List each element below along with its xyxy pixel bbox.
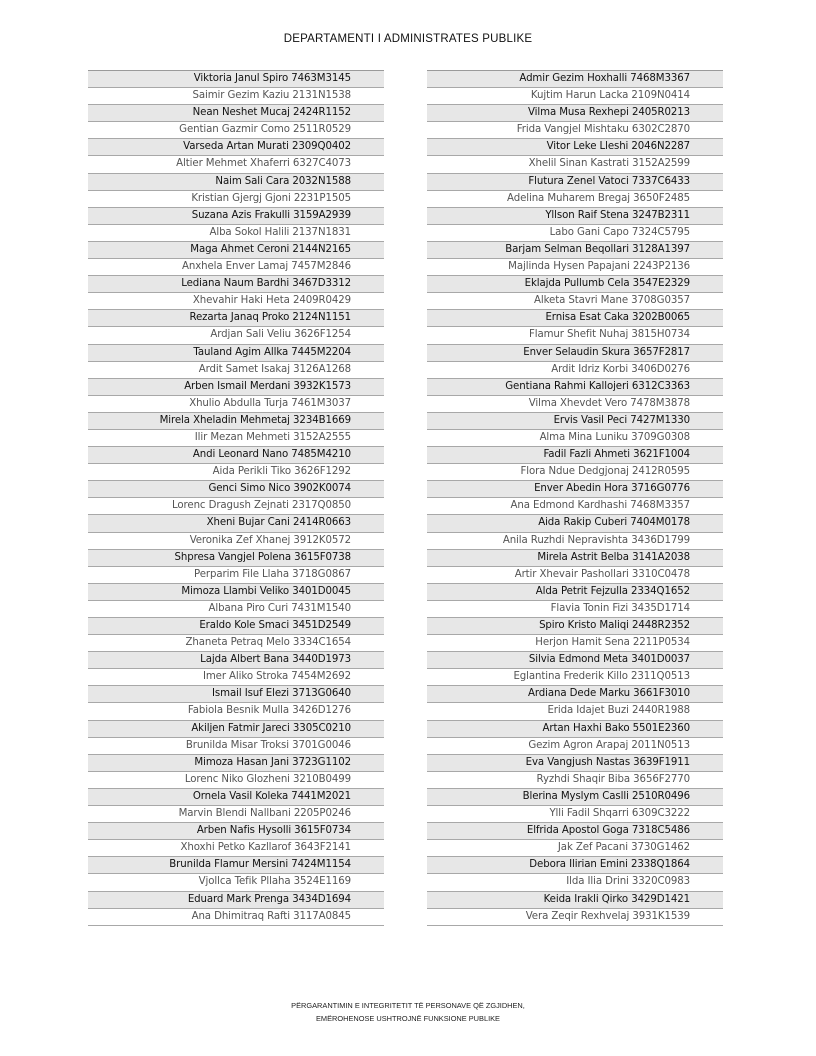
footer-line-2: EMËROHENOSE USHTROJNË FUNKSIONE PUBLIKE bbox=[316, 1013, 500, 1023]
left-list-item: Eraldo Kole Smaci 3451D2549 bbox=[88, 618, 384, 635]
right-list-item: Anila Ruzhdi Nepravishta 3436D1799 bbox=[427, 533, 723, 550]
left-list-item: Mimoza Hasan Jani 3723G1102 bbox=[88, 755, 384, 772]
right-list-item: Alma Mina Luniku 3709G0308 bbox=[427, 430, 723, 447]
left-list-item: Anxhela Enver Lamaj 7457M2846 bbox=[88, 259, 384, 276]
right-list-item: Herjon Hamit Sena 2211P0534 bbox=[427, 635, 723, 652]
right-list-item: Ylli Fadil Shqarri 6309C3222 bbox=[427, 806, 723, 823]
left-list-item: Marvin Blendi Nallbani 2205P0246 bbox=[88, 806, 384, 823]
right-list-item: Eglantina Frederik Killo 2311Q0513 bbox=[427, 669, 723, 686]
right-list-item: Vera Zeqir Rexhvelaj 3931K1539 bbox=[427, 909, 723, 926]
right-list-item: Silvia Edmond Meta 3401D0037 bbox=[427, 652, 723, 669]
left-list-item: Lorenc Niko Glozheni 3210B0499 bbox=[88, 772, 384, 789]
left-list-item: Shpresa Vangjel Polena 3615F0738 bbox=[88, 550, 384, 567]
left-list-item: Genci Simo Nico 3902K0074 bbox=[88, 481, 384, 498]
left-list-item: Xhevahir Haki Heta 2409R0429 bbox=[88, 293, 384, 310]
left-list-item: Naim Sali Cara 2032N1588 bbox=[88, 174, 384, 191]
left-list-item: Zhaneta Petraq Melo 3334C1654 bbox=[88, 635, 384, 652]
left-list-item: Tauland Agim Allka 7445M2204 bbox=[88, 345, 384, 362]
left-list-item: Brunilda Misar Troksi 3701G0046 bbox=[88, 738, 384, 755]
left-list-item: Fabiola Besnik Mulla 3426D1276 bbox=[88, 703, 384, 720]
right-list-item: Artan Haxhi Bako 5501E2360 bbox=[427, 721, 723, 738]
left-list-item: Suzana Azis Frakulli 3159A2939 bbox=[88, 208, 384, 225]
right-list-item: Eklajda Pullumb Cela 3547E2329 bbox=[427, 276, 723, 293]
right-name-list bbox=[427, 70, 723, 926]
left-list-item: Xhulio Abdulla Turja 7461M3037 bbox=[88, 396, 384, 413]
left-list-item: Lorenc Dragush Zejnati 2317Q0850 bbox=[88, 498, 384, 515]
right-list-item: Alda Petrit Fejzulla 2334Q1652 bbox=[427, 584, 723, 601]
left-list-item: Vjollca Tefik Pllaha 3524E1169 bbox=[88, 874, 384, 891]
left-list-item: Gentian Gazmir Como 2511R0529 bbox=[88, 122, 384, 139]
left-list-item: Viktoria Janul Spiro 7463M3145 bbox=[88, 71, 384, 88]
left-list-item: Arben Ismail Merdani 3932K1573 bbox=[88, 379, 384, 396]
left-list-item: Veronika Zef Xhanej 3912K0572 bbox=[88, 533, 384, 550]
right-list-item: Ryzhdi Shaqir Biba 3656F2770 bbox=[427, 772, 723, 789]
right-list-item: Ardiana Dede Marku 3661F3010 bbox=[427, 686, 723, 703]
right-list-item: Elfrida Apostol Goga 7318C5486 bbox=[427, 823, 723, 840]
right-list-item: Blerina Myslym Caslli 2510R0496 bbox=[427, 789, 723, 806]
right-list-item: Admir Gezim Hoxhalli 7468M3367 bbox=[427, 71, 723, 88]
right-list-item: Barjam Selman Beqollari 3128A1397 bbox=[427, 242, 723, 259]
right-list-item: Debora Ilirian Emini 2338Q1864 bbox=[427, 857, 723, 874]
right-list-item: Xhelil Sinan Kastrati 3152A2599 bbox=[427, 156, 723, 173]
right-list-item: Ana Edmond Kardhashi 7468M3357 bbox=[427, 498, 723, 515]
left-list-item: Lajda Albert Bana 3440D1973 bbox=[88, 652, 384, 669]
right-list-item: Labo Gani Capo 7324C5795 bbox=[427, 225, 723, 242]
left-list-item: Brunilda Flamur Mersini 7424M1154 bbox=[88, 857, 384, 874]
left-list-item: Ilir Mezan Mehmeti 3152A2555 bbox=[88, 430, 384, 447]
page-footer bbox=[0, 1000, 816, 1025]
left-list-item: Xheni Bujar Cani 2414R0663 bbox=[88, 515, 384, 532]
right-list-item: Kujtim Harun Lacka 2109N0414 bbox=[427, 88, 723, 105]
right-list-item: Vilma Xhevdet Vero 7478M3878 bbox=[427, 396, 723, 413]
right-list-item: Flavia Tonin Fizi 3435D1714 bbox=[427, 601, 723, 618]
left-list-item: Varseda Artan Murati 2309Q0402 bbox=[88, 139, 384, 156]
left-list-item: Andi Leonard Nano 7485M4210 bbox=[88, 447, 384, 464]
right-list-item: Erida Idajet Buzi 2440R1988 bbox=[427, 703, 723, 720]
right-list-item: Vilma Musa Rexhepi 2405R0213 bbox=[427, 105, 723, 122]
right-list-item: Spiro Kristo Maliqi 2448R2352 bbox=[427, 618, 723, 635]
page-title: DEPARTAMENTI I ADMINISTRATES PUBLIKE bbox=[283, 33, 533, 45]
right-list-item: Aida Rakip Cuberi 7404M0178 bbox=[427, 515, 723, 532]
left-list-item: Mimoza Llambi Veliko 3401D0045 bbox=[88, 584, 384, 601]
right-list-item: Keida Irakli Qirko 3429D1421 bbox=[427, 892, 723, 909]
left-name-list bbox=[88, 70, 384, 926]
right-list-item: Artir Xhevair Pashollari 3310C0478 bbox=[427, 567, 723, 584]
right-list-item: Enver Abedin Hora 3716G0776 bbox=[427, 481, 723, 498]
footer-line-1: PËRGARANTIMIN E INTEGRITETIT TË PERSONAVE QË ZGJIDHEN, bbox=[291, 1001, 525, 1010]
left-list-item: Ismail Isuf Elezi 3713G0640 bbox=[88, 686, 384, 703]
left-list-item: Saimir Gezim Kaziu 2131N1538 bbox=[88, 88, 384, 105]
left-list-item: Aida Perikli Tiko 3626F1292 bbox=[88, 464, 384, 481]
right-list-item: Flutura Zenel Vatoci 7337C6433 bbox=[427, 174, 723, 191]
right-list-item: Eva Vangjush Nastas 3639F1911 bbox=[427, 755, 723, 772]
right-list-item: Ilda Ilia Drini 3320C0983 bbox=[427, 874, 723, 891]
left-list-item: Ana Dhimitraq Rafti 3117A0845 bbox=[88, 909, 384, 926]
left-list-item: Rezarta Janaq Proko 2124N1151 bbox=[88, 310, 384, 327]
right-list-item: Ardit Idriz Korbi 3406D0276 bbox=[427, 362, 723, 379]
right-list-item: Flora Ndue Dedgjonaj 2412R0595 bbox=[427, 464, 723, 481]
right-list-item: Jak Zef Pacani 3730G1462 bbox=[427, 840, 723, 857]
left-list-item: Mirela Xheladin Mehmetaj 3234B1669 bbox=[88, 413, 384, 430]
right-list-item: Mirela Astrit Belba 3141A2038 bbox=[427, 550, 723, 567]
left-list-item: Altier Mehmet Xhaferri 6327C4073 bbox=[88, 156, 384, 173]
left-list-item: Lediana Naum Bardhi 3467D3312 bbox=[88, 276, 384, 293]
left-list-item: Ardit Samet Isakaj 3126A1268 bbox=[88, 362, 384, 379]
right-list-item: Yllson Raif Stena 3247B2311 bbox=[427, 208, 723, 225]
right-list-item: Vitor Leke Lleshi 2046N2287 bbox=[427, 139, 723, 156]
left-list-item: Ornela Vasil Koleka 7441M2021 bbox=[88, 789, 384, 806]
right-list-item: Ervis Vasil Peci 7427M1330 bbox=[427, 413, 723, 430]
left-list-item: Imer Aliko Stroka 7454M2692 bbox=[88, 669, 384, 686]
right-list-item: Gezim Agron Arapaj 2011N0513 bbox=[427, 738, 723, 755]
right-list-item: Ernisa Esat Caka 3202B0065 bbox=[427, 310, 723, 327]
left-list-item: Nean Neshet Mucaj 2424R1152 bbox=[88, 105, 384, 122]
left-list-item: Ardjan Sali Veliu 3626F1254 bbox=[88, 327, 384, 344]
right-list-item: Frida Vangjel Mishtaku 6302C2870 bbox=[427, 122, 723, 139]
left-list-item: Albana Piro Curi 7431M1540 bbox=[88, 601, 384, 618]
left-list-item: Eduard Mark Prenga 3434D1694 bbox=[88, 892, 384, 909]
left-list-item: Akiljen Fatmir Jareci 3305C0210 bbox=[88, 721, 384, 738]
right-list-item: Gentiana Rahmi Kallojeri 6312C3363 bbox=[427, 379, 723, 396]
right-list-item: Flamur Shefit Nuhaj 3815H0734 bbox=[427, 327, 723, 344]
left-list-item: Maga Ahmet Ceroni 2144N2165 bbox=[88, 242, 384, 259]
right-list-item: Adelina Muharem Bregaj 3650F2485 bbox=[427, 191, 723, 208]
right-list-item: Alketa Stavri Mane 3708G0357 bbox=[427, 293, 723, 310]
left-list-item: Xhoxhi Petko Kazllarof 3643F2141 bbox=[88, 840, 384, 857]
left-list-item: Arben Nafis Hysolli 3615F0734 bbox=[88, 823, 384, 840]
right-list-item: Majlinda Hysen Papajani 2243P2136 bbox=[427, 259, 723, 276]
right-list-item: Fadil Fazli Ahmeti 3621F1004 bbox=[427, 447, 723, 464]
right-list-item: Enver Selaudin Skura 3657F2817 bbox=[427, 345, 723, 362]
left-list-item: Alba Sokol Halili 2137N1831 bbox=[88, 225, 384, 242]
left-list-item: Perparim File Llaha 3718G0867 bbox=[88, 567, 384, 584]
left-list-item: Kristian Gjergj Gjoni 2231P1505 bbox=[88, 191, 384, 208]
